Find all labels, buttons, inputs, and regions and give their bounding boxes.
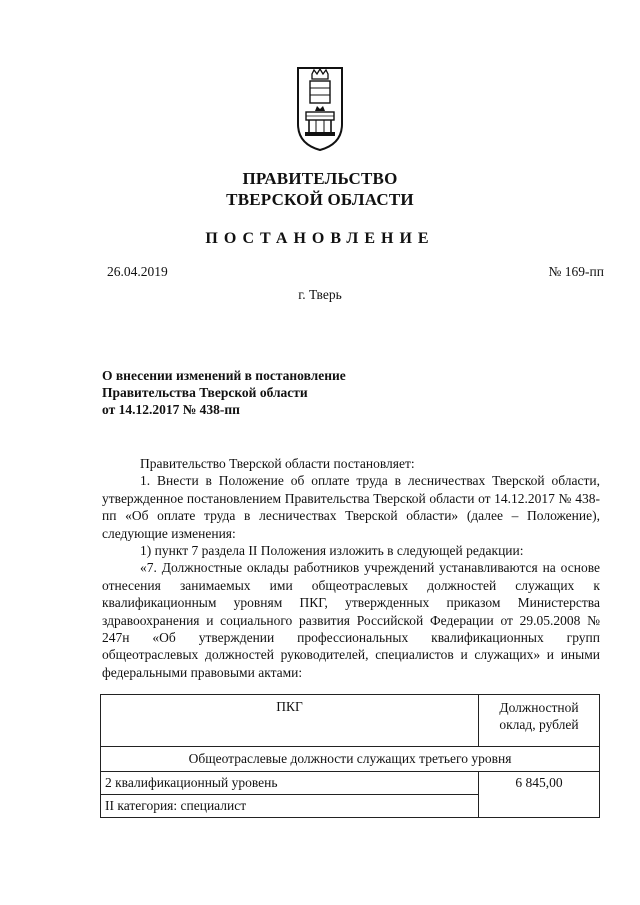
document-body <box>102 455 600 681</box>
document-type: ПОСТАНОВЛЕНИЕ <box>205 230 435 247</box>
salary-table <box>100 694 600 818</box>
subject-line1: О внесении изменений в постановление <box>102 368 346 383</box>
table-cell-category: II категория: специалист <box>101 795 479 818</box>
document-number: № 169-пп <box>548 264 604 279</box>
table-row <box>101 772 600 795</box>
subject-line3: от 14.12.2017 № 438-пп <box>102 402 240 417</box>
body-paragraph-4: «7. Должностные оклады работников учреждений устанавливаются на основе отнесения занимаемых ими общеотраслевых должностей служащих к квалификационным уровням ПКГ, утвержденных приказом Министерства здравоохранения и социального развития Российской Федерации от 29.05.2008 № 247н «Об утверждении профессиональных квалификационных групп общеотраслевых должностей руководителей, специалистов и служащих» и иными федеральными правовыми актами: <box>102 560 600 680</box>
document-subject <box>102 367 432 418</box>
document-city: г. Тверь <box>298 287 342 302</box>
government-title-line2: ТВЕРСКОЙ ОБЛАСТИ <box>226 190 414 209</box>
table-cell-level: 2 квалификационный уровень <box>101 772 479 795</box>
table-header-row <box>101 695 600 747</box>
government-title-line1: ПРАВИТЕЛЬСТВО <box>242 169 398 188</box>
body-paragraph-2: 1. Внести в Положение об оплате труда в лесничествах Тверской области, утвержденное постановлением Правительства Тверской области от 14.12.2017 № 438-пп «Об оплате труда в лесничествах Тверской области» (далее – Положение), следующие изменения: <box>102 473 600 541</box>
document-date: 26.04.2019 <box>107 264 168 279</box>
subject-line2: Правительства Тверской области <box>102 385 308 400</box>
table-header-salary: Должностной оклад, рублей <box>479 695 600 747</box>
body-paragraph-3: 1) пункт 7 раздела II Положения изложить в следующей редакции: <box>140 543 524 559</box>
table-row <box>101 747 600 772</box>
table-cell-salary: 6 845,00 <box>479 772 600 818</box>
table-header-pkg: ПКГ <box>101 695 479 747</box>
body-paragraph-1: Правительство Тверской области постановляет: <box>140 456 415 471</box>
table-group-title: Общеотраслевые должности служащих третьего уровня <box>101 747 600 772</box>
coat-of-arms-icon <box>296 66 344 152</box>
